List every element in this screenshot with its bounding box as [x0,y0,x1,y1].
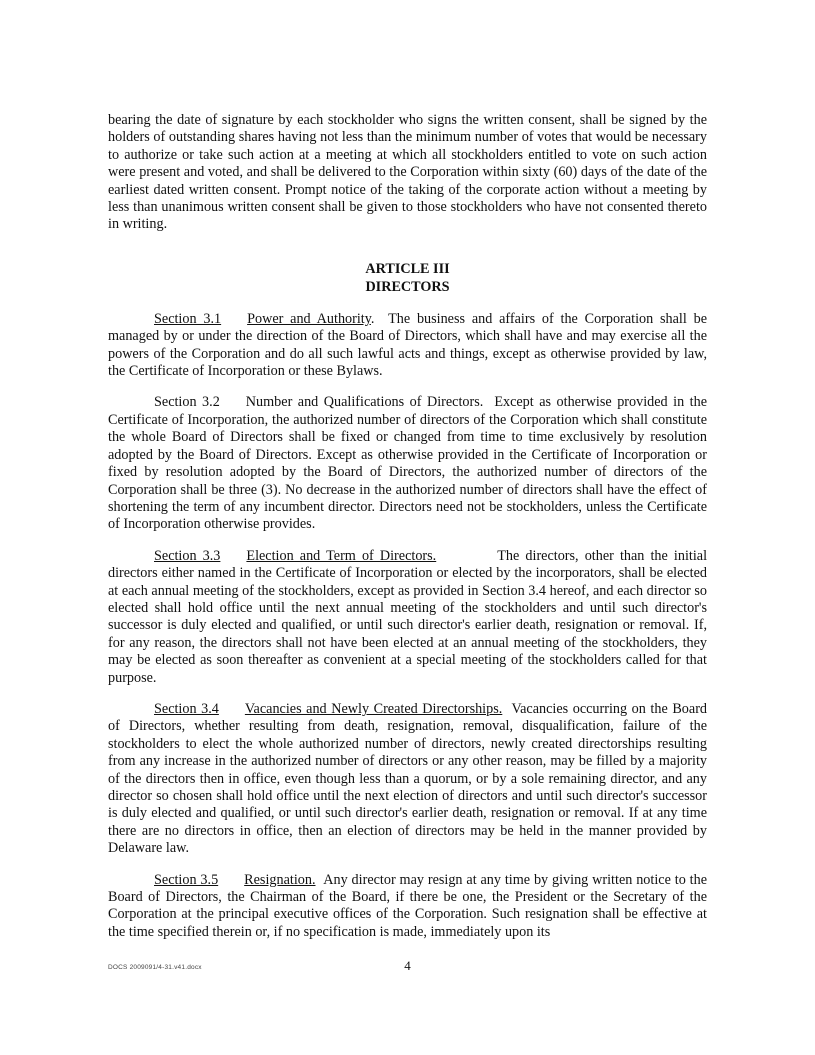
article-heading [108,260,707,296]
article-number: ARTICLE III [365,260,450,277]
section-text: Except as otherwise provided in the Certificate of Incorporation, the authorized number of directors of the Corporation which shall constitute the whole Board of Directors shall be fixed or changed from time to time exclusively by resolution adopted by the Board of Directors. Except as otherwise provided in the Certificate of Incorporation or fixed by resolution adopted by the Board of Directors, the authorized number of directors of the Corporation shall be three (3). No decrease in the authorized number of directors shall have the effect of shortening the term of any incumbent director. Directors need not be stockholders, unless the Certificate of Incorporation otherwise provides. [108,394,707,533]
section-3-2 [108,394,707,533]
section-3-3 [108,548,707,687]
section-text: Vacancies occurring on the Board of Directors, whether resulting from death, resignation, removal, disqualification, failure of the stockholders to elect the whole authorized number of directors, newly created directorships resulting from any increase in the authorized number of directors or any other reason, may be filled by a majority of the directors then in office, even though less than a quorum, or by a sole remaining director, and any director so chosen shall hold office until the next election of directors and until such director's successor is duly elected and qualified, or until such director's earlier death, resignation or removal. If at any time there are no directors in office, then an election of directors may be held in the manner provided by Delaware law. [108,700,708,857]
section-title: Resignation. [244,871,316,888]
page-number: 4 [404,958,411,973]
section-title: Election and Term of Directors. [246,547,437,564]
document-id: DOCS 2009091/4-31.v41.docx [108,964,202,971]
section-title: Vacancies and Newly Created Directorships. [244,700,503,717]
section-number: Section 3.1 [154,310,222,327]
section-3-4 [108,701,707,858]
section-text: The business and affairs of the Corporation shall be managed by or under the direction of the Board of Directors, which shall have and may exercise all the powers of the Corporation and do all such lawful acts and things, except as otherwise provided by law, the Certificate of Incorporation or these Bylaws. [108,310,708,380]
document-body [108,112,707,955]
section-text: The directors, other than the initial directors either named in the Certificate of Incorporation or elected by the incorporators, shall be elected at each annual meeting of the stockholders, except as provided in Section 3.4 hereof, and each director so elected shall hold office until the next annual meeting of the stockholders and until such director's successor is duly elected and qualified, or until such director's earlier death, resignation or removal. If, for any reason, the directors shall not have been elected at an annual meeting of the stockholders, they may be elected as soon thereafter as convenient at a special meeting of the stockholders called for that purpose. [108,547,708,686]
section-3-5 [108,872,707,942]
section-number: Section 3.4 [154,700,219,717]
section-title: Power and Authority [247,310,371,327]
section-text: Any director may resign at any time by giving written notice to the Board of Directors, the Chairman of the Board, if there be one, the President or the Secretary of the Corporation at the principal executive offices of the Corporation. Such resignation shall be effective at the time specified therein or, if no specification is made, immediately upon its [108,871,707,940]
section-number: Section 3.3 [154,547,221,564]
article-title: DIRECTORS [365,278,450,295]
continuation-paragraph: bearing the date of signature by each stockholder who signs the written consent, shall be signed by the holders of outstanding shares having not less than the minimum number of votes that would be necessary to authorize or take such action at a meeting at which all stockholders entitled to vote on such action were present and voted, and shall be delivered to the Corporation within sixty (60) days of the date of the earliest dated written consent. Prompt notice of the taking of the corporate action without a meeting by less than unanimous written consent shall be given to those stockholders who have not consented thereto in writing. [108,112,707,233]
section-3-1: Section 3.1 Power and Authority. The business and affairs of the Corporation shall be managed by or under the direction of the Board of Directors, which shall have and may exercise all the powers of the Corporation and do all such lawful acts and things, except as otherwise provided by law, the Certificate of Incorporation or these Bylaws. [108,310,708,380]
section-number: Section 3.5 [154,871,219,888]
page-footer [108,957,707,971]
section-title: Number and Qualifications of Directors. [245,394,484,411]
section-number: Section 3.2 [154,394,220,411]
